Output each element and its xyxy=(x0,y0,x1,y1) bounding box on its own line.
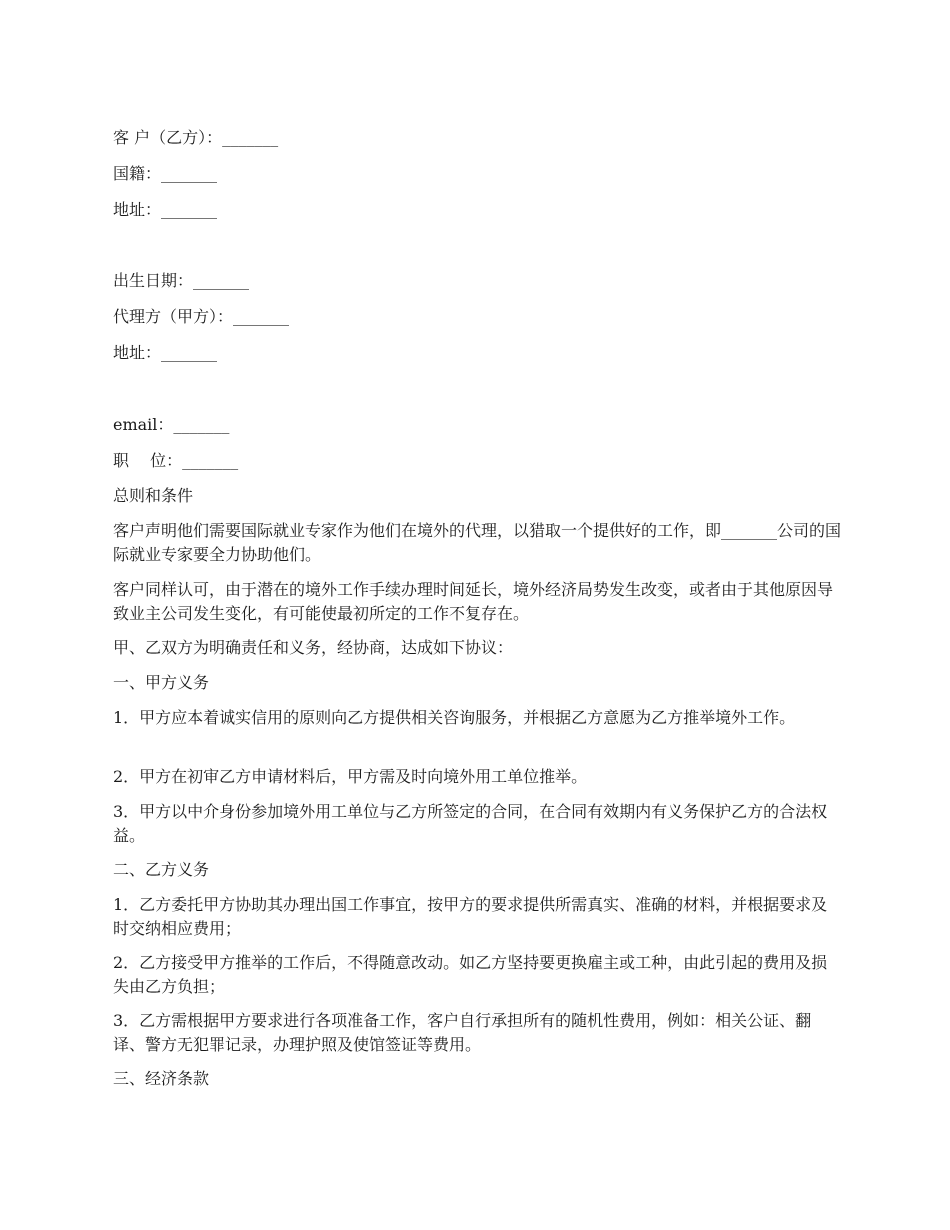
list-item: 3．乙方需根据甲方要求进行各项准备工作，客户自行承担所有的随机性费用，例如：相关公证、翻译、警方无犯罪记录，办理护照及使馆签证等费用。 xyxy=(113,1011,812,1054)
nationality-field: 国籍：_______ xyxy=(113,164,218,183)
list-item: 1．甲方应本着诚实信用的原则向乙方提供相关咨询服务，并根据乙方意愿为乙方推举境外工作。 xyxy=(113,708,796,727)
section-title: 二、乙方义务 xyxy=(113,860,210,879)
email-field: email：_______ xyxy=(113,415,230,434)
list-item: 3．甲方以中介身份参加境外用工单位与乙方所签定的合同，在合同有效期内有义务保护乙方的合法权益。 xyxy=(113,802,828,845)
agent-field: 代理方（甲方）：_______ xyxy=(113,307,290,326)
birthdate-field: 出生日期：_______ xyxy=(113,271,250,290)
section-title: 三、经济条款 xyxy=(113,1069,210,1088)
agent-address-field: 地址：_______ xyxy=(113,343,218,362)
section-title: 一、甲方义务 xyxy=(113,673,210,692)
paragraph: 甲、乙双方为明确责任和义务，经协商，达成如下协议： xyxy=(113,638,514,657)
list-item: 1．乙方委托甲方协助其办理出国工作事宜，按甲方的要求提供所需真实、准确的材料，并根据要求及时交纳相应费用； xyxy=(113,895,828,938)
list-item: 2．乙方接受甲方推举的工作后，不得随意改动。如乙方坚持要更换雇主或工种，由此引起的费用及损失由乙方负担； xyxy=(113,953,828,996)
client-field: 客 户（乙方）：_______ xyxy=(113,128,279,147)
paragraph: 客户声明他们需要国际就业专家作为他们在境外的代理，以猎取一个提供好的工作，即_______公司的国际就业专家要全力协助他们。 xyxy=(113,521,842,564)
general-title: 总则和条件 xyxy=(113,486,194,505)
position-field: 职 位：_______ xyxy=(113,451,239,470)
address-field: 地址：_______ xyxy=(113,200,218,219)
paragraph: 客户同样认可，由于潜在的境外工作手续办理时间延长，境外经济局势发生改变，或者由于其他原因导致业主公司发生变化，有可能使最初所定的工作不复存在。 xyxy=(113,580,834,623)
list-item: 2．甲方在初审乙方申请材料后，甲方需及时向境外用工单位推举。 xyxy=(113,767,588,786)
